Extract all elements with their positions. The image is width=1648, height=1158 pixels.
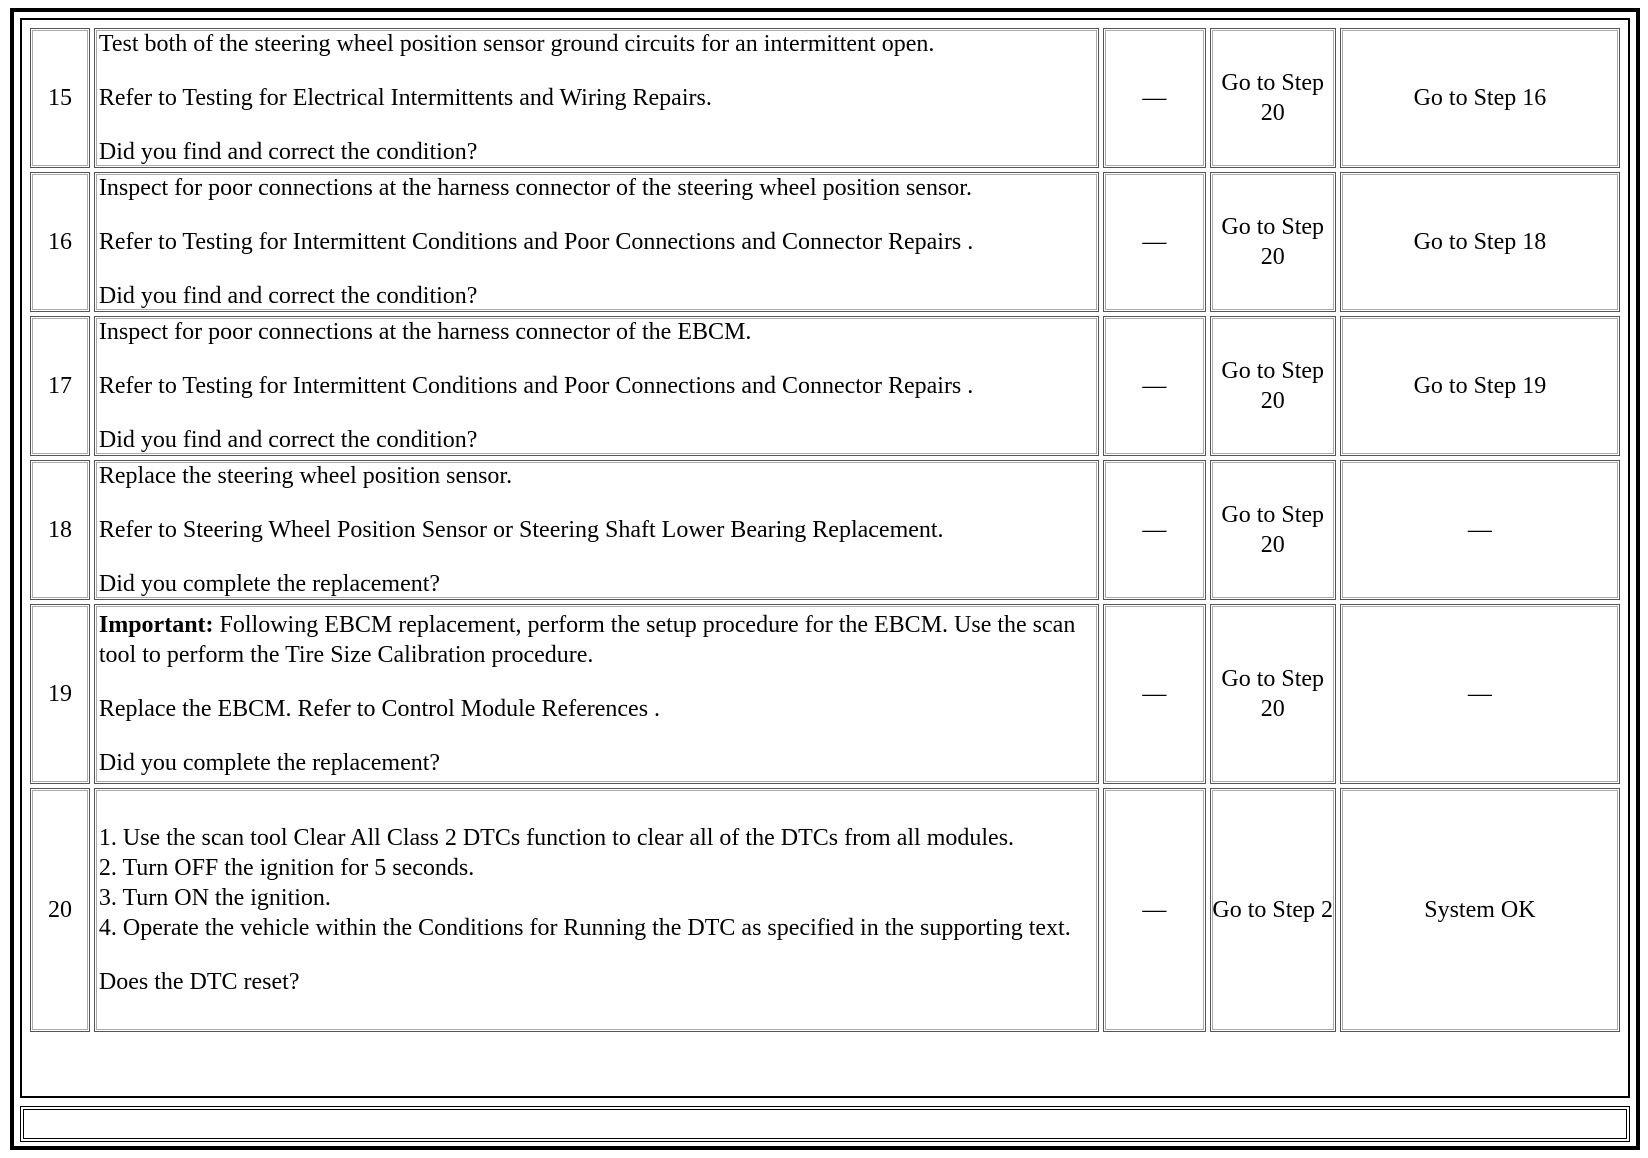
table-row: [30, 604, 1620, 784]
no-cell: Go to Step 16: [1340, 28, 1620, 168]
no-cell: System OK: [1340, 788, 1620, 1032]
table-row: [30, 788, 1620, 1032]
table-row: [30, 316, 1620, 456]
action-cell: [94, 604, 1099, 784]
action-line: Refer to Testing for Electrical Intermittents and Wiring Repairs.: [98, 85, 712, 111]
value-cell: —: [1103, 316, 1206, 456]
action-line: Inspect for poor connections at the harness connector of the steering wheel position sensor.: [98, 175, 972, 201]
action-line: Did you find and correct the condition?: [98, 283, 478, 309]
action-line: Refer to Testing for Intermittent Conditions and Poor Connections and Connector Repairs .: [98, 229, 974, 255]
action-line: Inspect for poor connections at the harness connector of the EBCM.: [98, 319, 752, 345]
value-cell: —: [1103, 460, 1206, 600]
document-frame: [10, 8, 1640, 1150]
no-cell: Go to Step 19: [1340, 316, 1620, 456]
no-cell: Go to Step 18: [1340, 172, 1620, 312]
action-cell: [94, 316, 1099, 456]
list-item: 2. Turn OFF the ignition for 5 seconds.: [98, 855, 475, 881]
action-line: Did you find and correct the condition?: [98, 427, 478, 453]
yes-cell: Go to Step 20: [1210, 28, 1336, 168]
table-row: [30, 172, 1620, 312]
step-number: 15: [30, 28, 90, 168]
action-line: Refer to Steering Wheel Position Sensor or Steering Shaft Lower Bearing Replacement.: [98, 517, 944, 543]
action-cell: [94, 788, 1099, 1032]
list-item: 4. Operate the vehicle within the Conditions for Running the DTC as specified in the supporting text.: [98, 915, 1071, 941]
action-line: Did you complete the replacement?: [98, 750, 441, 776]
no-cell: —: [1340, 460, 1620, 600]
list-item: 1. Use the scan tool Clear All Class 2 DTCs function to clear all of the DTCs from all modules.: [98, 825, 1015, 851]
important-text: Following EBCM replacement, perform the setup procedure for the EBCM. Use the scan tool to perform the Tire Size Calibration procedure.: [98, 612, 1076, 668]
yes-cell: Go to Step 20: [1210, 604, 1336, 784]
action-line: Replace the steering wheel position sensor.: [98, 463, 513, 489]
footer-box: [20, 1106, 1630, 1142]
action-cell: [94, 460, 1099, 600]
table-row: [30, 460, 1620, 600]
step-number: 18: [30, 460, 90, 600]
yes-cell: Go to Step 20: [1210, 460, 1336, 600]
action-cell: [94, 172, 1099, 312]
diagnostic-table-frame: [20, 18, 1630, 1098]
list-item: 3. Turn ON the ignition.: [98, 885, 331, 911]
no-cell: —: [1340, 604, 1620, 784]
step-number: 16: [30, 172, 90, 312]
yes-cell: Go to Step 20: [1210, 316, 1336, 456]
important-label: Important:: [98, 612, 214, 638]
yes-cell: Go to Step 2: [1210, 788, 1336, 1032]
action-line: Test both of the steering wheel position sensor ground circuits for an intermittent open.: [98, 31, 935, 57]
action-line: Did you find and correct the condition?: [98, 139, 478, 165]
action-line: Did you complete the replacement?: [98, 571, 441, 597]
important-note: [99, 610, 1092, 670]
value-cell: —: [1103, 172, 1206, 312]
action-line: Refer to Testing for Intermittent Conditions and Poor Connections and Connector Repairs .: [98, 373, 974, 399]
value-cell: —: [1103, 604, 1206, 784]
action-cell: [94, 28, 1099, 168]
action-question: Does the DTC reset?: [98, 969, 300, 995]
yes-cell: Go to Step 20: [1210, 172, 1336, 312]
table-row: [30, 28, 1620, 168]
step-number: 17: [30, 316, 90, 456]
diagnostic-steps-table: [26, 24, 1624, 1036]
step-number: 19: [30, 604, 90, 784]
action-line: Replace the EBCM. Refer to Control Module References .: [98, 696, 661, 722]
value-cell: —: [1103, 788, 1206, 1032]
value-cell: —: [1103, 28, 1206, 168]
step-number: 20: [30, 788, 90, 1032]
